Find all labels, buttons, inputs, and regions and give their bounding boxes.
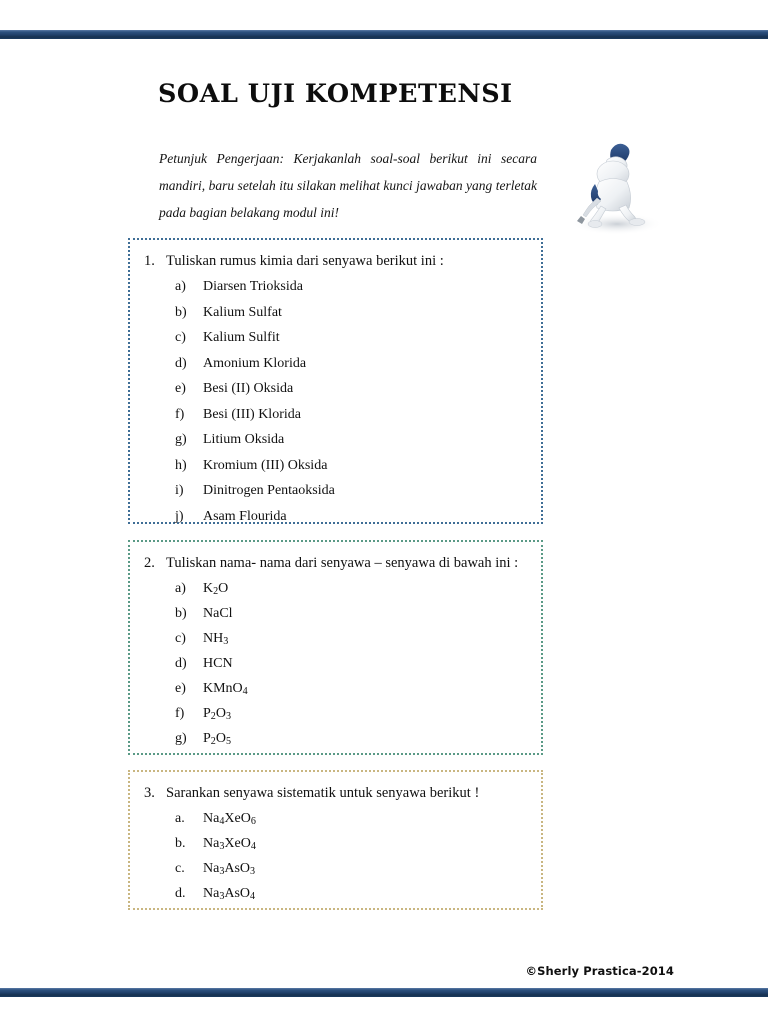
item-marker: g)	[175, 731, 187, 746]
list-item	[140, 457, 531, 475]
question-box-1	[128, 238, 543, 524]
list-item	[140, 278, 531, 296]
chemical-formula: $K_2O$	[203, 581, 229, 598]
item-marker: b)	[175, 304, 187, 320]
question-number: 1.	[144, 253, 155, 269]
item-marker: c)	[175, 330, 186, 345]
3d-figure-writing-clipart	[551, 124, 681, 242]
question-box-3	[128, 770, 543, 910]
item-marker: h)	[175, 457, 187, 473]
item-text: Kalium Sulfat	[203, 304, 282, 320]
item-marker: a.	[175, 811, 185, 826]
chemical-formula: $P_2O_5$	[203, 731, 232, 748]
list-item	[140, 380, 531, 398]
question-stem	[140, 553, 531, 573]
item-marker: d)	[175, 656, 187, 671]
chemical-formula: $Na_3AsO_4$	[203, 886, 256, 903]
item-marker: i)	[175, 483, 184, 498]
chemical-formula: $Na_3AsO_3$	[203, 861, 256, 878]
list-item	[140, 580, 531, 598]
item-text: Kromium (III) Oksida	[203, 457, 328, 473]
instructions-paragraph: Petunjuk Pengerjaan: Kerjakanlah soal-soal berikut ini secara mandiri, baru setelah itu silakan melihat kunci jawaban yang terletak pada bagian belakang modul ini!	[159, 151, 537, 220]
list-item	[140, 406, 531, 424]
item-marker: b.	[175, 836, 186, 851]
list-item	[140, 329, 531, 347]
question-box-2	[128, 540, 543, 755]
page-title: SOAL UJI KOMPETENSI	[158, 79, 513, 108]
list-item	[140, 885, 531, 903]
item-marker: e)	[175, 681, 186, 696]
chemical-formula: $NH_3$	[203, 631, 229, 648]
chemical-formula: $P_2O_3$	[203, 706, 232, 723]
list-item	[140, 705, 531, 723]
top-rule-decoration	[0, 30, 768, 39]
question-stem-text: Tuliskan rumus kimia dari senyawa berikut ini :	[166, 253, 444, 269]
list-item	[140, 482, 531, 500]
item-marker: c)	[175, 631, 186, 646]
item-marker: d)	[175, 355, 187, 371]
bottom-rule-decoration	[0, 988, 768, 997]
item-text: Besi (III) Klorida	[203, 406, 301, 422]
item-text: Amonium Klorida	[203, 355, 307, 371]
item-text: Dinitrogen Pentaoksida	[203, 483, 335, 498]
item-text: Kalium Sulfit	[203, 330, 280, 345]
item-marker: a)	[175, 581, 186, 596]
question-stem	[140, 783, 531, 803]
list-item	[140, 835, 531, 853]
item-text: Besi (II) Oksida	[203, 381, 294, 396]
list-item	[140, 860, 531, 878]
list-item	[140, 304, 531, 322]
chemical-formula: KMnO$_4$	[203, 681, 248, 698]
item-marker: j)	[175, 508, 184, 524]
list-item	[140, 810, 531, 828]
list-item	[140, 431, 531, 449]
item-text: Diarsen Trioksida	[203, 279, 303, 294]
list-item	[140, 605, 531, 623]
copyright-footer: ©Sherly Prastica-2014	[525, 964, 674, 978]
question-number: 2.	[144, 555, 155, 571]
question-stem-text: Tuliskan nama- nama dari senyawa – senyawa di bawah ini :	[166, 555, 519, 571]
item-marker: f)	[175, 706, 185, 721]
question-stem-text: Sarankan senyawa sistematik untuk senyawa berikut !	[166, 785, 480, 801]
item-marker: b)	[175, 606, 187, 621]
list-item	[140, 655, 531, 673]
list-item	[140, 730, 531, 748]
item-marker: c.	[175, 861, 185, 876]
question-stem	[140, 251, 531, 271]
chemical-formula: NaCl	[203, 606, 233, 621]
chemical-formula: $Na_3XeO_4$	[203, 836, 256, 853]
item-marker: a)	[175, 279, 186, 294]
item-marker: g)	[175, 432, 187, 447]
item-text: Litium Oksida	[203, 432, 285, 447]
list-item	[140, 680, 531, 698]
item-marker: e)	[175, 381, 186, 396]
question-number: 3.	[144, 785, 155, 801]
list-item	[140, 355, 531, 373]
list-item	[140, 630, 531, 648]
chemical-formula: HCN	[203, 656, 233, 671]
item-marker: d.	[175, 886, 186, 901]
list-item	[140, 508, 531, 526]
chemical-formula: $Na_4XeO_6$	[203, 811, 256, 828]
item-text: Asam Flourida	[203, 508, 287, 524]
item-marker: f)	[175, 406, 185, 422]
